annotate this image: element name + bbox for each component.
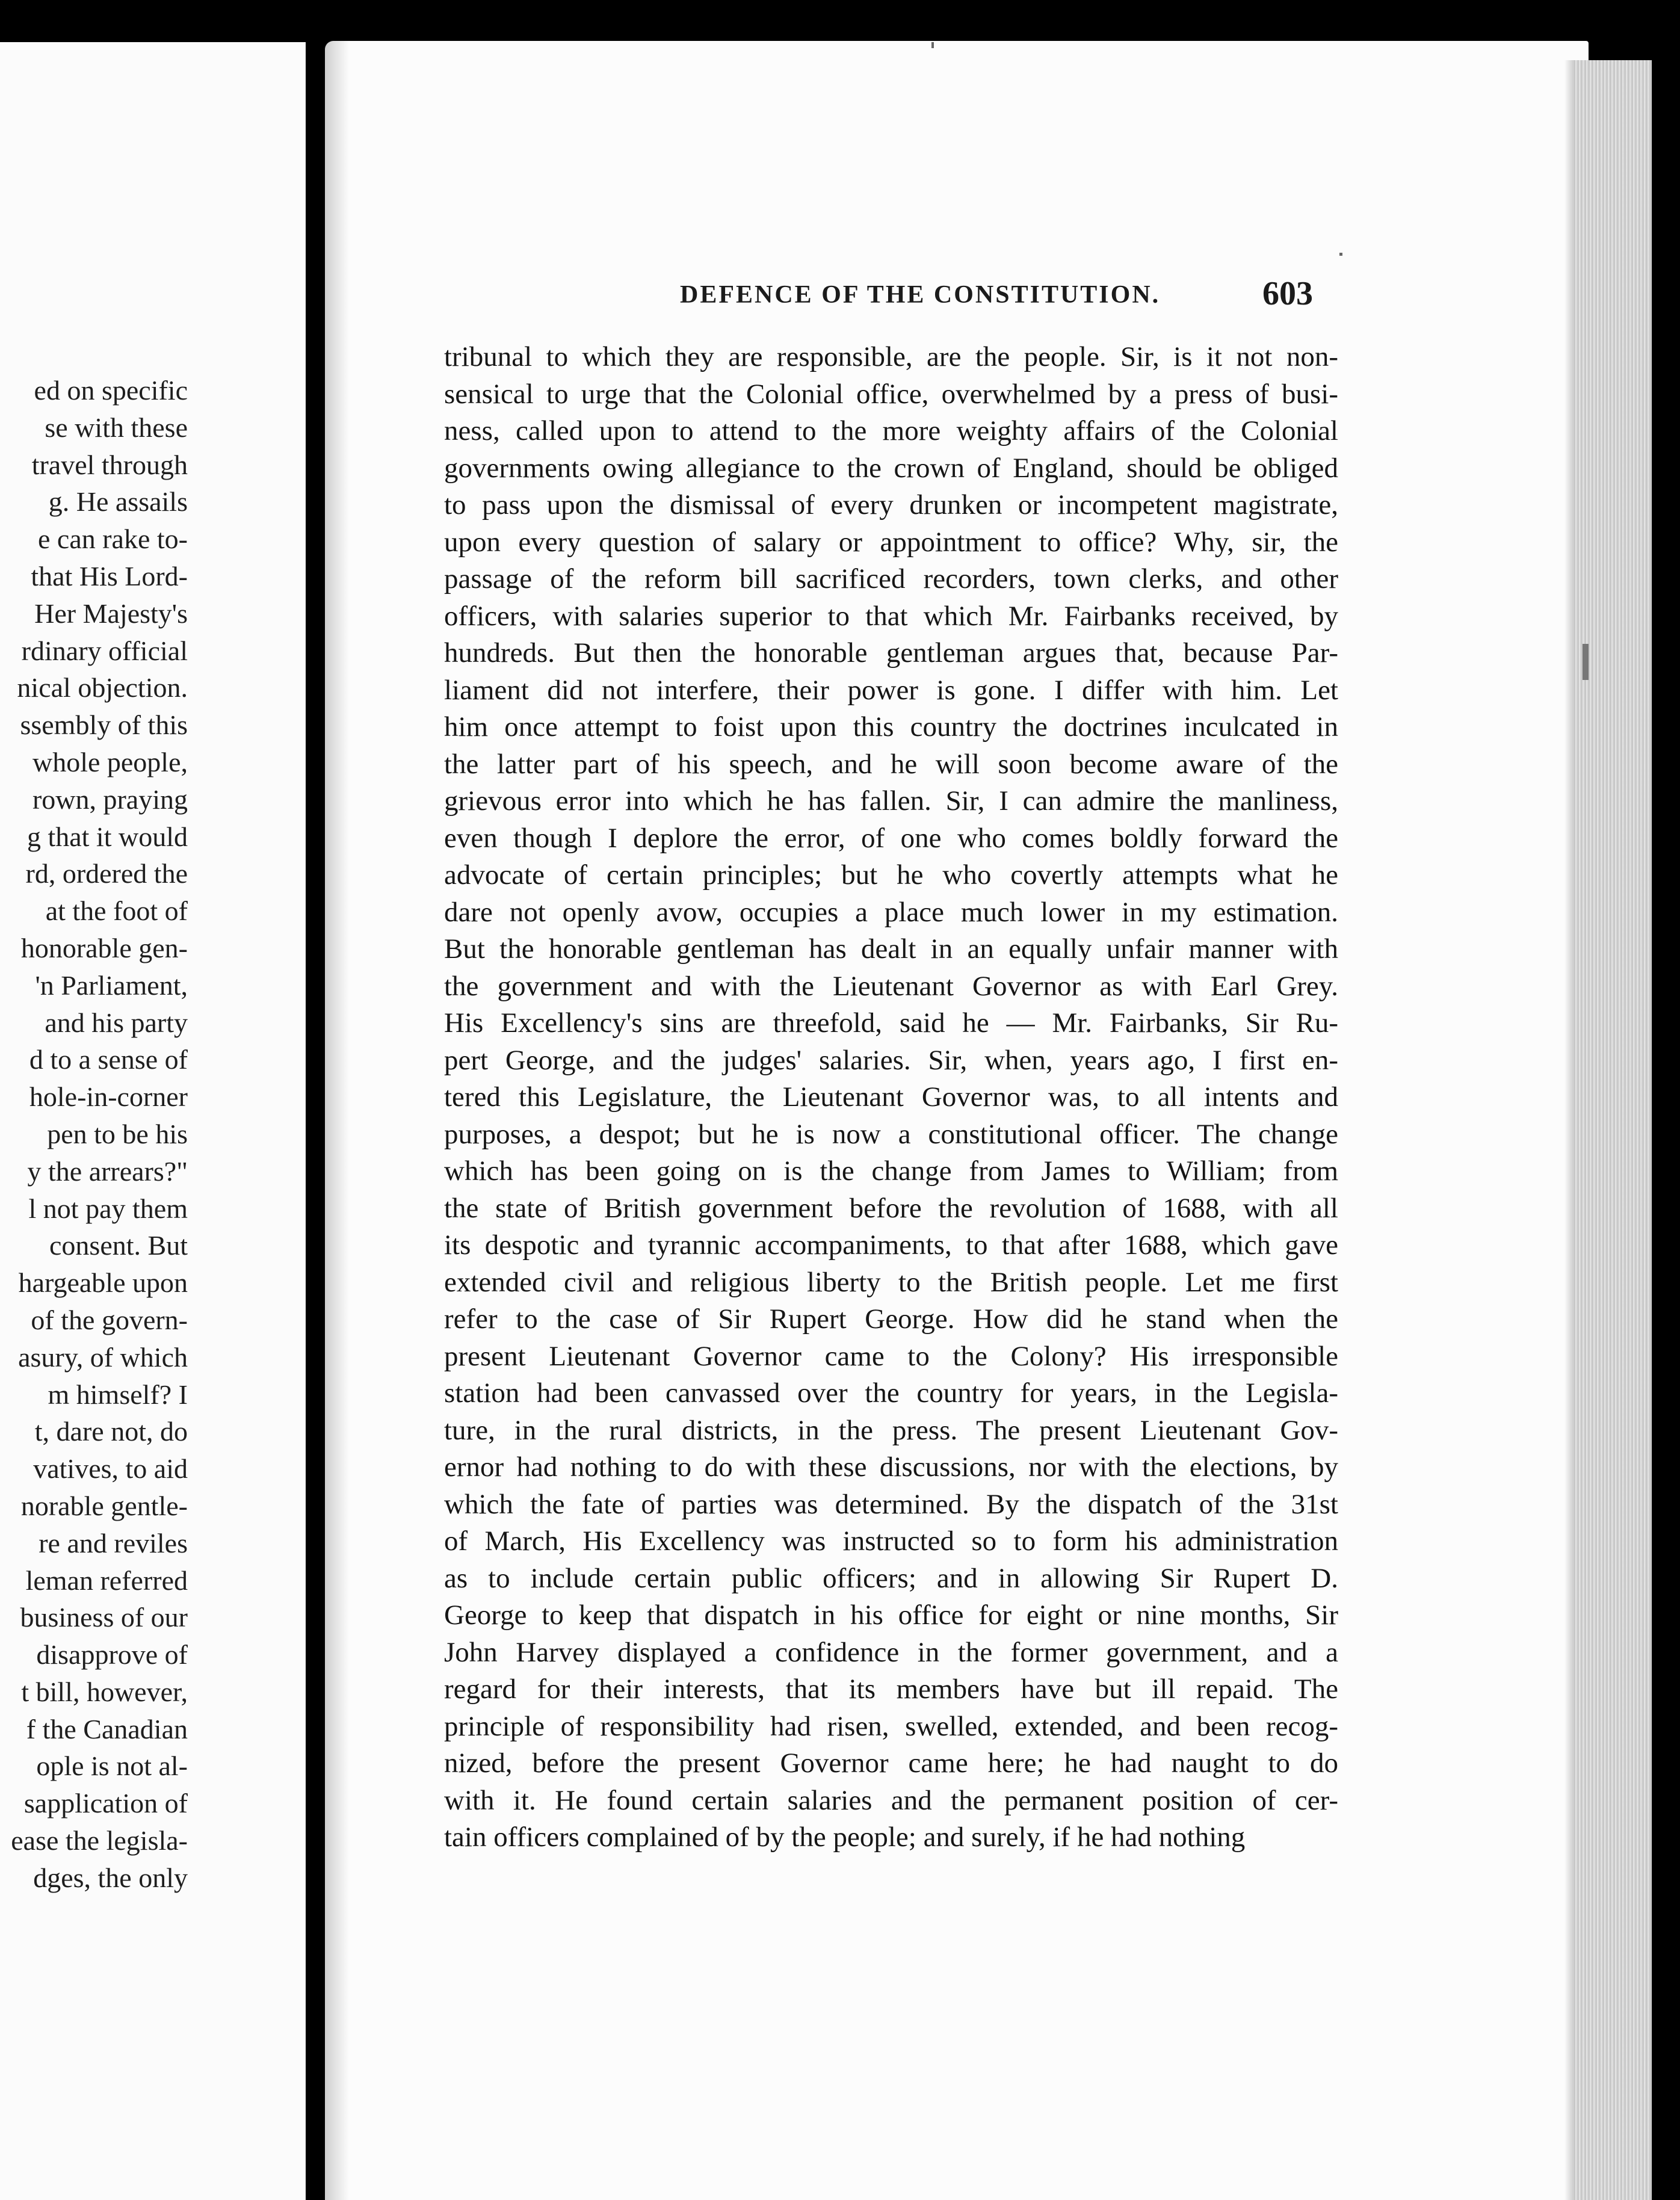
body-line: present Lieutenant Governor came to the Colony? His irresponsible [444, 1340, 1338, 1372]
left-page-line: e can rake to- [37, 524, 188, 555]
body-text [444, 339, 1338, 1856]
left-page-line: honorable gen- [20, 932, 188, 963]
body-line: refer to the case of Sir Rupert George. How did he stand when the [444, 1303, 1338, 1335]
body-line: station had been canvassed over the country for years, in the Legisla- [444, 1377, 1338, 1409]
body-line: His Excellency's sins are threefold, said he — Mr. Fairbanks, Sir Ru- [444, 1007, 1338, 1039]
left-page-line: at the foot of [45, 895, 188, 927]
body-line: sensical to urge that the Colonial office, overwhelmed by a press of busi- [444, 378, 1338, 410]
left-page-line: disapprove of [36, 1639, 188, 1670]
running-head: DEFENCE OF THE CONSTITUTION. [680, 281, 1161, 309]
body-line: as to include certain public officers; and in allowing Sir Rupert D. [444, 1562, 1338, 1594]
body-line: nized, before the present Governor came here; he had naught to do [444, 1747, 1338, 1779]
body-line: which has been going on is the change from James to William; from [444, 1155, 1338, 1187]
body-line: its despotic and tyrannic accompaniments, to that after 1688, which gave [444, 1229, 1338, 1261]
left-page-line: hole-in-corner [29, 1081, 188, 1113]
body-line: advocate of certain principles; but he who covertly attempts what he [444, 859, 1338, 891]
body-line: upon every question of salary or appointment to office? Why, sir, the [444, 526, 1338, 558]
left-page-line: pen to be his [47, 1118, 188, 1149]
left-page-text [0, 372, 188, 1897]
body-line: regard for their interests, that its members have but ill repaid. The [444, 1673, 1338, 1705]
left-page-line: rdinary official [21, 635, 188, 666]
body-line: ness, called upon to attend to the more weighty affairs of the Colonial [444, 415, 1338, 446]
left-page-line: hargeable upon [18, 1267, 188, 1299]
left-page-line: ssembly of this [20, 709, 188, 741]
body-line: liament did not interfere, their power is gone. I differ with him. Let [444, 674, 1338, 706]
body-line: him once attempt to foist upon this country the doctrines inculcated in [444, 711, 1338, 743]
body-line: officers, with salaries superior to that which Mr. Fairbanks received, by [444, 600, 1338, 632]
left-page-line: g. He assails [48, 486, 188, 518]
left-page-line: leman referred [25, 1565, 188, 1596]
left-page-line: 'n Parliament, [35, 969, 188, 1001]
page-number: 603 [1262, 275, 1313, 312]
left-page-line: consent. But [49, 1230, 188, 1261]
body-line: governments owing allegiance to the crown of England, should be obliged [444, 452, 1338, 484]
body-line: the government and with the Lieutenant Governor as with Earl Grey. [444, 970, 1338, 1002]
left-page-line: rd, ordered the [25, 858, 188, 889]
page-stack-edge [1573, 60, 1652, 2200]
body-line: the latter part of his speech, and he will soon become aware of the [444, 748, 1338, 780]
body-line: which the fate of parties was determined. By the dispatch of the 31st [444, 1488, 1338, 1520]
left-page-line: dges, the only [33, 1862, 188, 1893]
left-page-line: g that it would [26, 821, 188, 852]
body-line: tered this Legislature, the Lieutenant Governor was, to all intents and [444, 1081, 1338, 1113]
left-page-line: whole people, [32, 746, 188, 777]
body-line: passage of the reform bill sacrificed recorders, town clerks, and other [444, 563, 1338, 595]
body-line: even though I deplore the error, of one who comes boldly forward the [444, 822, 1338, 854]
left-page-line: f the Canadian [26, 1713, 188, 1744]
left-page-line: y the arrears?" [27, 1155, 188, 1187]
left-page-line: m himself? I [48, 1379, 188, 1410]
body-line: extended civil and religious liberty to the British people. Let me first [444, 1266, 1338, 1298]
left-page-line: re and reviles [39, 1527, 188, 1559]
left-page-line: asury, of which [18, 1341, 188, 1373]
body-line: tribunal to which they are responsible, are the people. Sir, is it not non- [444, 341, 1338, 372]
body-line: ernor had nothing to do with these discussions, nor with the elections, by [444, 1451, 1338, 1483]
left-page-line: norable gentle- [20, 1490, 188, 1521]
scan-speck [1583, 644, 1589, 680]
body-line: John Harvey displayed a confidence in the former government, and a [444, 1636, 1338, 1668]
left-page-line: t, dare not, do [34, 1416, 188, 1447]
left-page-line: business of our [20, 1602, 188, 1633]
gutter-shadow [325, 41, 349, 2200]
left-page-line: t bill, however, [21, 1676, 188, 1707]
body-line: ture, in the rural districts, in the press. The present Lieutenant Gov- [444, 1414, 1338, 1446]
left-page-line: sapplication of [23, 1788, 188, 1819]
left-page-line: of the govern- [31, 1304, 188, 1335]
left-page-line: ease the legisla- [11, 1825, 188, 1856]
body-line: George to keep that dispatch in his office for eight or nine months, Sir [444, 1599, 1338, 1631]
left-page-line: nical objection. [17, 672, 188, 703]
left-page-line: d to a sense of [29, 1044, 188, 1075]
body-line: to pass upon the dismissal of every drunken or incompetent magistrate, [444, 489, 1338, 521]
scan-speck [931, 42, 934, 48]
left-facing-page [0, 42, 306, 2200]
body-line: dare not openly avow, occupies a place much lower in my estimation. [444, 896, 1338, 928]
left-page-line: l not pay them [28, 1193, 188, 1224]
left-page-line: and his party [45, 1007, 188, 1038]
body-line: hundreds. But then the honorable gentleman argues that, because Par- [444, 637, 1338, 669]
left-page-line: travel through [31, 449, 188, 480]
body-line: But the honorable gentleman has dealt in an equally unfair manner with [444, 933, 1338, 965]
body-line: principle of responsibility had risen, swelled, extended, and been recog- [444, 1710, 1338, 1742]
left-page-line: se with these [45, 412, 188, 443]
left-page-line: that His Lord- [31, 560, 188, 592]
body-line: pert George, and the judges' salaries. Sir, when, years ago, I first en- [444, 1044, 1338, 1076]
body-line: with it. He found certain salaries and the permanent position of cer- [444, 1784, 1338, 1816]
body-line: purposes, a despot; but he is now a constitutional officer. The change [444, 1118, 1338, 1150]
left-page-line: ople is not al- [36, 1750, 188, 1782]
body-line: the state of British government before the revolution of 1688, with all [444, 1192, 1338, 1224]
body-line: of March, His Excellency was instructed so to form his administration [444, 1525, 1338, 1557]
left-page-line: Her Majesty's [34, 598, 188, 629]
body-line: tain officers complained of by the people; and surely, if he had nothing [444, 1821, 1246, 1853]
left-page-line: rown, praying [32, 783, 188, 815]
left-page-line: vatives, to aid [33, 1453, 188, 1485]
scan-speck [1339, 253, 1342, 256]
body-line: grievous error into which he has fallen. Sir, I can admire the manliness, [444, 785, 1338, 817]
left-page-line: ed on specific [34, 375, 188, 406]
